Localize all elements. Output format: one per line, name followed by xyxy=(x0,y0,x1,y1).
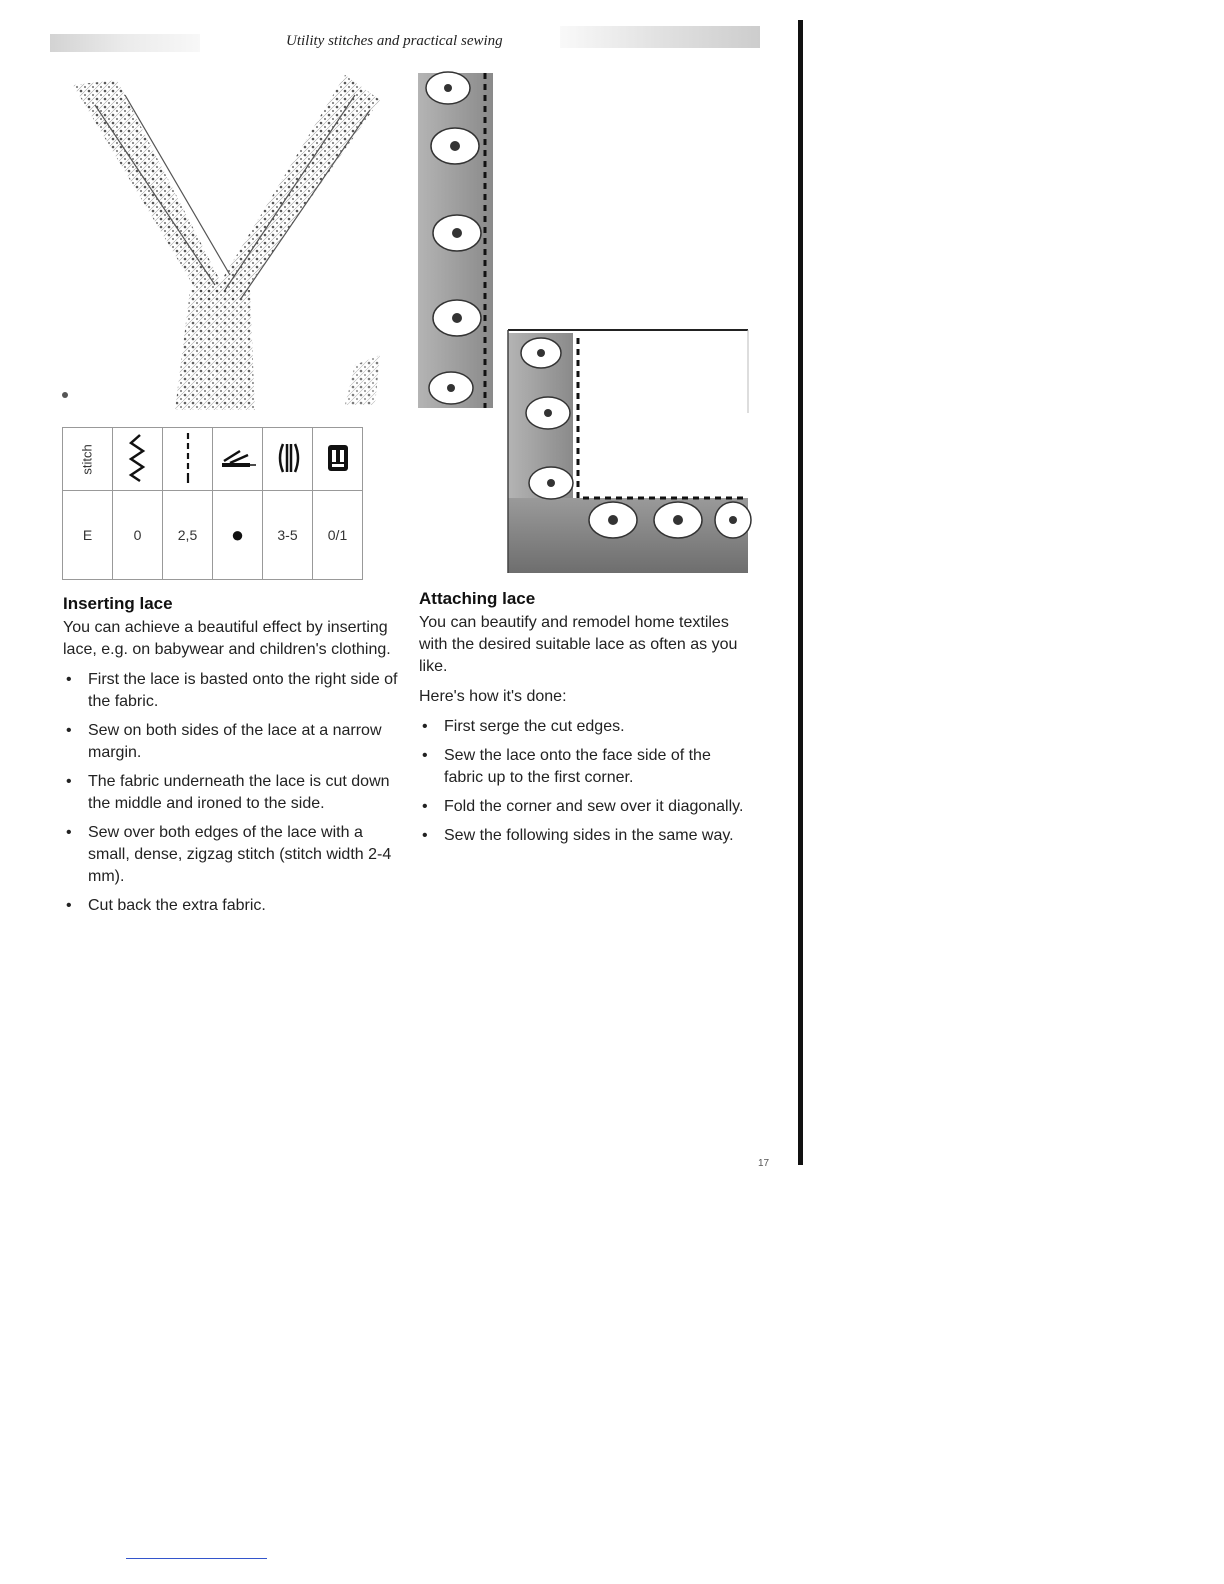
stitch-settings-icons-row xyxy=(63,428,363,491)
page-number: 17 xyxy=(758,1158,770,1169)
list-item: • The fabric underneath the lace is cut down the middle and ironed to the side. xyxy=(63,771,408,815)
presser-foot-value: 0/1 xyxy=(313,491,363,580)
width-value: 0 xyxy=(113,491,163,580)
stitch-value: E xyxy=(63,491,113,580)
inserting-lace-title: Inserting lace xyxy=(63,594,173,613)
list-item: • Sew the lace onto the face side of the fabric up to the first corner. xyxy=(419,745,754,789)
lace-corner-illustration xyxy=(413,68,753,578)
tension-value: ● xyxy=(213,491,263,580)
footnote-rule xyxy=(126,1558,267,1559)
presser-foot-icon xyxy=(313,428,363,491)
list-item: • Sew on both sides of the lace at a narrow margin. xyxy=(63,720,408,764)
list-item: • Sew the following sides in the same way. xyxy=(419,825,754,847)
lace-insert-illustration xyxy=(55,65,395,410)
thread-tension-icon xyxy=(213,428,263,491)
zigzag-width-icon xyxy=(113,428,163,491)
list-item: • Sew over both edges of the lace with a small, dense, zigzag stitch (stitch width 2-4 mm). xyxy=(63,822,408,888)
stitch-label-cell xyxy=(63,428,113,491)
length-value: 2,5 xyxy=(163,491,213,580)
header-scan-band-right xyxy=(560,26,760,48)
header-scan-band-left xyxy=(50,34,200,52)
list-item: • First serge the cut edges. xyxy=(419,716,754,738)
stitch-label: stitch xyxy=(80,444,95,475)
needle-position-value: 3-5 xyxy=(263,491,313,580)
inserting-lace-intro: You can achieve a beautiful effect by inserting lace, e.g. on babywear and children's clothing. xyxy=(63,619,391,658)
list-item: • First the lace is basted onto the right side of the fabric. xyxy=(63,669,408,713)
stitch-length-icon xyxy=(163,428,213,491)
stitch-settings-table xyxy=(62,427,363,580)
attaching-lace-intro: You can beautify and remodel home textiles with the desired suitable lace as often as you like. xyxy=(419,614,738,675)
page-edge-rule xyxy=(798,20,803,1165)
inserting-lace-section xyxy=(63,593,408,924)
needle-position-icon xyxy=(263,428,313,491)
running-head: Utility stitches and practical sewing xyxy=(286,33,503,49)
attaching-lace-section xyxy=(419,588,754,854)
attaching-lace-steps xyxy=(419,716,754,847)
inserting-lace-steps xyxy=(63,669,408,917)
attaching-lace-lead: Here's how it's done: xyxy=(419,688,567,705)
list-item: • Fold the corner and sew over it diagonally. xyxy=(419,796,754,818)
list-item: • Cut back the extra fabric. xyxy=(63,895,408,917)
attaching-lace-title: Attaching lace xyxy=(419,589,536,608)
stitch-settings-values-row xyxy=(63,491,363,580)
